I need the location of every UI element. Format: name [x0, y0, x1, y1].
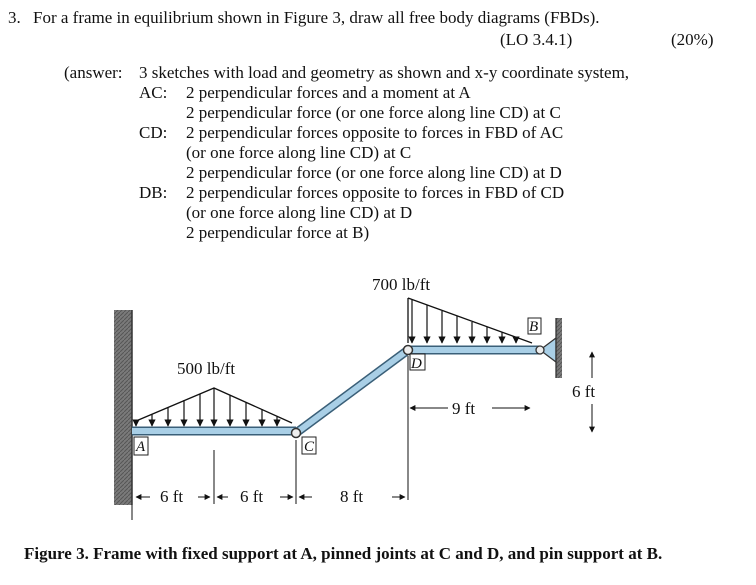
question-number: 3. — [8, 8, 21, 27]
answer-cd-line: 2 perpendicular forces opposite to forces in FBD of AC — [186, 123, 564, 142]
answer-db-line: 2 perpendicular force at B) — [186, 223, 370, 242]
label-b: B — [529, 319, 539, 335]
distributed-load-500 — [136, 388, 292, 426]
learning-outcome: (LO 3.4.1) — [500, 30, 573, 49]
figure-caption: Figure 3. Frame with fixed support at A, pinned joints at C and D, and pin support at B. — [24, 544, 663, 563]
answer-intro-text: 3 sketches with load and geometry as shown and x-y coordinate system, — [139, 63, 630, 82]
answer-db-line: 2 perpendicular forces opposite to forces in FBD of CD — [186, 183, 565, 202]
answer-ac-label: AC: — [139, 83, 168, 102]
dim-label-bottom: 6 ft — [240, 487, 264, 506]
label-a: A — [136, 439, 146, 455]
answer-ac-line: 2 perpendicular forces and a moment at A — [186, 83, 471, 102]
answer-cd-line: 2 perpendicular force (or one force along line CD) at D — [186, 163, 562, 182]
answer-db-label: DB: — [139, 183, 168, 202]
dimension-9ft — [408, 356, 530, 500]
pin-c — [292, 429, 301, 438]
question-marks: (20%) — [671, 30, 714, 49]
answer-cd-line: (or one force along line CD) at C — [186, 143, 412, 162]
label-c: C — [304, 439, 315, 455]
answer-cd-label: CD: — [139, 123, 168, 142]
answer-ac-line: 2 perpendicular force (or one force along line CD) at C — [186, 103, 561, 122]
answer-intro-label: (answer: — [64, 63, 123, 82]
member-cd — [296, 350, 408, 433]
distributed-load-700 — [408, 298, 532, 343]
load-label-700: 700 lb/ft — [372, 275, 431, 294]
label-d: D — [411, 356, 422, 372]
question-text: For a frame in equilibrium shown in Figure 3, draw all free body diagrams (FBDs). — [33, 8, 600, 27]
answer-db-line: (or one force along line CD) at D — [186, 203, 413, 222]
dim-label-9ft: 9 ft — [452, 399, 476, 418]
load-label-500: 500 lb/ft — [177, 359, 236, 378]
dim-label-bottom: 6 ft — [160, 487, 184, 506]
pin-d — [404, 346, 413, 355]
pin-support-b — [536, 318, 562, 378]
fixed-wall-a — [114, 310, 132, 505]
dim-label-bottom: 8 ft — [340, 487, 364, 506]
dimension-bottom — [132, 440, 405, 520]
dim-label-6ft-vertical: 6 ft — [572, 382, 596, 401]
